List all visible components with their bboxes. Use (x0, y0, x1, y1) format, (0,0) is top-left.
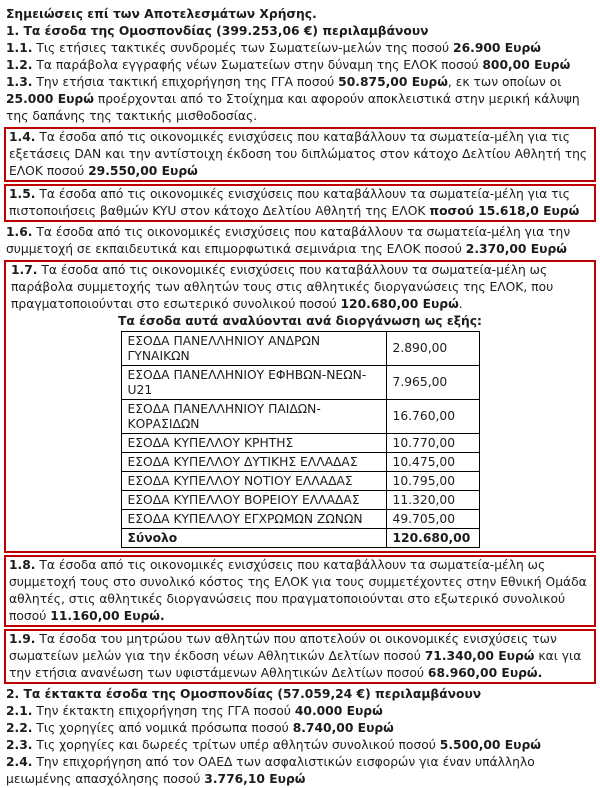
item-1-3-run-0: 1.3. (6, 75, 33, 89)
item-2-3-run-2: 5.500,00 Ευρώ (439, 738, 541, 752)
item-1-2-run-1: Τα παράβολα εγγραφής νέων Σωματείων στην δύναμη της ΕΛΟΚ ποσού (32, 58, 483, 72)
item-2-1-run-1: Την έκτακτη επιχορήγηση της ΓΓΑ ποσού (32, 704, 295, 718)
item-1-4-run-2: 29.550,00 Ευρώ (88, 164, 198, 178)
item-1-3 (4, 74, 596, 125)
item-1-2-run-0: 1.2. (6, 58, 33, 72)
item-1-5-run-2: ποσού 15.618,0 Ευρώ (429, 204, 580, 218)
notes-title-run-0: Σημειώσεις επί των Αποτελεσμάτων Χρήσης. (6, 7, 317, 21)
income-breakdown-table (121, 331, 480, 548)
table-row (121, 472, 479, 491)
table-total-row (121, 529, 479, 548)
extra-income-heading-run-0: 2. Τα έκτακτα έσοδα της Ομοσπονδίας (57.059,24 €) περιλαμβάνουν (6, 687, 482, 701)
item-1-4 (4, 127, 596, 182)
amount-cell: 11.320,00 (386, 491, 479, 510)
item-1-5 (4, 184, 596, 222)
event-label-cell: ΕΣΟΔΑ ΚΥΠΕΛΛΟΥ ΒΟΡΕΙΟΥ ΕΛΛΑΔΑΣ (121, 491, 386, 510)
item-1-4-run-0: 1.4. (9, 130, 36, 144)
document-body (4, 6, 596, 788)
item-1-3-run-5: προέρχονται από το Στοίχημα και αφορούν αποκλειστικά στην μερική κάλυψη της δαπάνης της τακτικής μισθοδοσίας. (6, 92, 580, 123)
notes-title (4, 6, 596, 23)
item-1-7-run-0: 1.7. (11, 263, 38, 277)
item-2-1-run-2: 40.000 Ευρώ (294, 704, 383, 718)
item-1-5-run-0: 1.5. (9, 187, 36, 201)
item-1-3-run-4: 25.000 Ευρώ (6, 92, 94, 106)
item-1-6-run-2: 2.370,00 Ευρώ (465, 242, 567, 256)
event-label-cell: ΕΣΟΔΑ ΚΥΠΕΛΛΟΥ ΕΓΧΡΩΜΩΝ ΖΩΝΩΝ (121, 510, 386, 529)
event-label-cell: ΕΣΟΔΑ ΚΥΠΕΛΛΟΥ ΚΡΗΤΗΣ (121, 434, 386, 453)
amount-cell: 49.705,00 (386, 510, 479, 529)
item-2-1 (4, 703, 596, 720)
item-1-9-run-0: 1.9. (9, 632, 36, 646)
item-2-2-run-2: 8.740,00 Ευρώ (292, 721, 394, 735)
item-1-9-run-2: 71.340,00 Ευρώ (424, 649, 535, 663)
table-row (121, 491, 479, 510)
table-row (121, 332, 479, 366)
item-1-9 (4, 629, 596, 684)
amount-cell: 120.680,00 (386, 529, 479, 548)
event-label-cell: Σύνολο (121, 529, 386, 548)
item-1-7-run-2: 120.680,00 Ευρώ (340, 297, 459, 311)
income-heading (4, 23, 596, 40)
event-label-cell: ΕΣΟΔΑ ΠΑΝΕΛΛΗΝΙΟΥ ΑΝΔΡΩΝ ΓΥΝΑΙΚΩΝ (121, 332, 386, 366)
table-row (121, 400, 479, 434)
item-2-2-run-0: 2.2. (6, 721, 33, 735)
table-row (121, 510, 479, 529)
item-1-9-run-4: 68.960,00 Ευρώ. (427, 666, 543, 680)
item-1-4-run-1: Τα έσοδα από τις οικονομικές ενισχύσεις που καταβάλλουν τα σωματεία-μέλη για τις εξετάσεις DAN και την αντίστοιχη έκδοση του διπλώματος στον κάτοχο Δελτίου Αθλητή της ΕΛΟΚ ποσού (9, 130, 588, 178)
table-row (121, 453, 479, 472)
amount-cell: 10.475,00 (386, 453, 479, 472)
item-2-3-run-0: 2.3. (6, 738, 33, 752)
item-2-4-run-1: Την επιχορήγηση από τον ΟΑΕΔ των ασφαλιστικών εισφορών για έναν υπάλληλο μειωμένης απασχόλησης ποσού (6, 755, 535, 786)
item-2-4 (4, 754, 596, 788)
item-1-5-run-1: Τα έσοδα από τις οικονομικές ενισχύσεις που καταβάλλουν τα σωματεία-μέλη για τις πιστοποιήσεις βαθμών KYU στον κάτοχο Δελτίου Αθλητή της ΕΛΟΚ (9, 187, 570, 218)
item-1-2 (4, 57, 596, 74)
item-1-9-run-3: και για την ετήσια ανανέωση των υφιστάμενων Αθλητικών Δελτίων ποσού (9, 649, 582, 680)
item-1-6-run-1: Τα έσοδα από τις οικονομικές ενισχύσεις που καταβάλλουν τα σωματεία-μέλη για την συμμετοχή σε εκπαιδευτικά και επιμορφωτικά σεμινάρια της ΕΛΟΚ ποσού (6, 225, 571, 256)
item-1-3-run-2: 50.875,00 Ευρώ (338, 75, 448, 89)
item-1-3-run-3: , εκ των οποίων οι (447, 75, 562, 89)
item-1-7-run-1: Τα έσοδα από τις οικονομικές ενισχύσεις που καταβάλλουν τα σωματεία-μέλη ως παράβολα συμμετοχής των αθλητών τους στις αθλητικές διοργανώσεις της ΕΛΟΚ, που πραγματοποιούνται στο εσωτερικό συνολικού ποσού (11, 263, 554, 311)
item-2-2-run-1: Τις χορηγίες από νομικά πρόσωπα ποσού (32, 721, 293, 735)
item-1-8 (4, 555, 596, 627)
extra-income-heading (4, 686, 596, 703)
item-2-2 (4, 720, 596, 737)
item-1-3-run-1: Την ετήσια τακτική επιχορήγηση της ΓΓΑ ποσού (32, 75, 339, 89)
amount-cell: 16.760,00 (386, 400, 479, 434)
item-1-6-run-0: 1.6. (6, 225, 33, 239)
event-label-cell: ΕΣΟΔΑ ΠΑΝΕΛΛΗΝΙΟΥ ΠΑΙΔΩΝ-ΚΟΡΑΣΙΔΩΝ (121, 400, 386, 434)
item-2-3-run-1: Τις χορηγίες και δωρεές τρίτων υπέρ αθλητών συνολικού ποσού (32, 738, 440, 752)
item-2-4-run-0: 2.4. (6, 755, 33, 769)
income-heading-run-0: 1. Τα έσοδα της Ομοσπονδίας (399.253,06 €) περιλαμβάνουν (6, 24, 429, 38)
item-1-8-run-1: Τα έσοδα από τις οικονομικές ενισχύσεις που καταβάλλουν τα σωματεία-μέλη ως συμμετοχή τους στο συνολικό κόστος της ΕΛΟΚ για τους συμμετέχοντες στην Εθνική Ομάδα αθλητές, στις αθλητικές διοργανώσεις που πραγματοποιούνται στο εξωτερικό συνολικού ποσού (9, 558, 587, 623)
item-1-8-run-2: 11.160,00 Ευρώ. (50, 609, 165, 623)
event-label-cell: ΕΣΟΔΑ ΚΥΠΕΛΛΟΥ ΔΥΤΙΚΗΣ ΕΛΛΑΔΑΣ (121, 453, 386, 472)
item-2-4-run-2: 3.776,10 Ευρώ (204, 772, 306, 786)
item-1-7 (9, 262, 591, 313)
item-1-9-run-1: Τα έσοδα του μητρώου των αθλητών που αποτελούν οι οικονομικές ενισχύσεις των σωματείων μελών για την έκδοση νέων Αθλητικών Δελτίων ποσού (9, 632, 557, 663)
table-row (121, 366, 479, 400)
table-row (121, 434, 479, 453)
item-1-7-table-heading: Τα έσοδα αυτά αναλύονται ανά διοργάνωση ως εξής: (118, 314, 482, 328)
amount-cell: 2.890,00 (386, 332, 479, 366)
item-1-1 (4, 40, 596, 57)
item-1-7-run-3: . (458, 297, 463, 311)
item-1-2-run-2: 800,00 Ευρώ (482, 58, 571, 72)
amount-cell: 10.795,00 (386, 472, 479, 491)
event-label-cell: ΕΣΟΔΑ ΚΥΠΕΛΛΟΥ ΝΟΤΙΟΥ ΕΛΛΑΔΑΣ (121, 472, 386, 491)
item-1-1-run-2: 26.900 Ευρώ (453, 41, 541, 55)
amount-cell: 7.965,00 (386, 366, 479, 400)
event-label-cell: ΕΣΟΔΑ ΠΑΝΕΛΛΗΝΙΟΥ ΕΦΗΒΩΝ-ΝΕΩΝ-U21 (121, 366, 386, 400)
item-1-7-section (4, 260, 596, 553)
item-1-1-run-0: 1.1. (6, 41, 33, 55)
item-2-1-run-0: 2.1. (6, 704, 33, 718)
amount-cell: 10.770,00 (386, 434, 479, 453)
item-1-6 (4, 224, 596, 258)
item-1-1-run-1: Τις ετήσιες τακτικές συνδρομές των Σωματείων-μελών της ποσού (32, 41, 454, 55)
item-1-8-run-0: 1.8. (9, 558, 36, 572)
item-2-3 (4, 737, 596, 754)
